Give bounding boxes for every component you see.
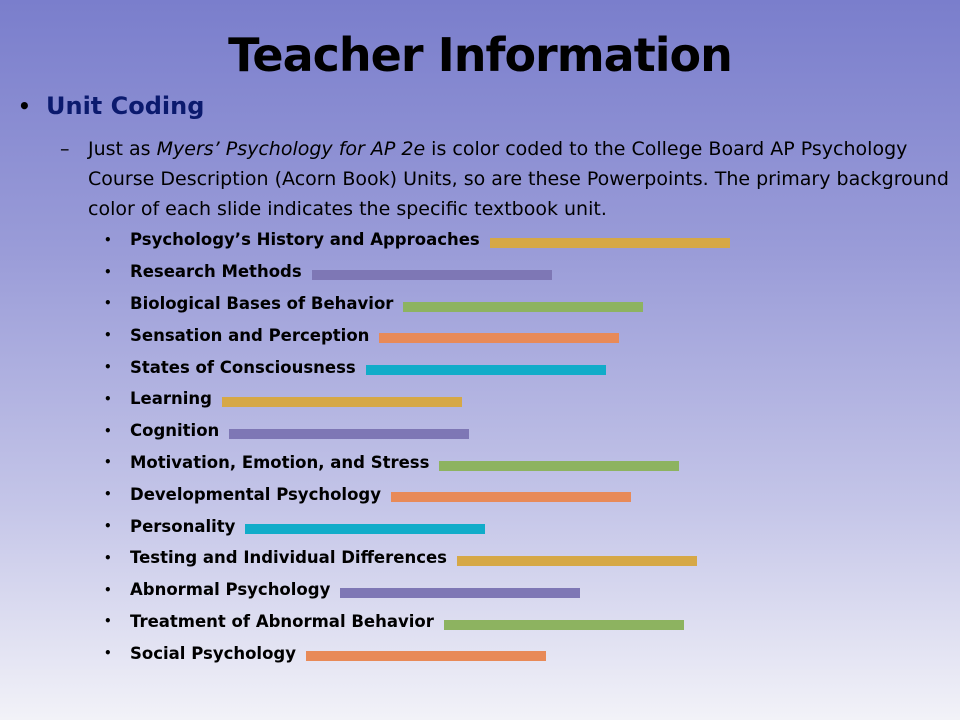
- unit-label: Testing and Individual Differences: [130, 548, 447, 568]
- bullet-icon: •: [104, 328, 112, 343]
- bullet-icon: •: [104, 360, 112, 375]
- bullet-icon: •: [104, 232, 112, 247]
- bullet-icon: •: [18, 94, 31, 118]
- description-prefix: Just as: [88, 138, 157, 160]
- unit-color-bar: [312, 270, 552, 280]
- bullet-icon: •: [104, 519, 112, 534]
- unit-color-bar: [340, 588, 580, 598]
- unit-label: Treatment of Abnormal Behavior: [130, 611, 434, 631]
- description-text: [88, 134, 950, 224]
- unit-color-bar: [366, 365, 606, 375]
- unit-coding-heading: Unit Coding: [46, 92, 205, 120]
- unit-color-bar: [391, 492, 631, 502]
- unit-label: Abnormal Psychology: [130, 580, 331, 600]
- bullet-icon: •: [104, 264, 112, 279]
- unit-label: Research Methods: [130, 262, 302, 282]
- unit-list: [104, 224, 944, 669]
- unit-list-item: [104, 256, 944, 288]
- unit-list-item: [104, 637, 944, 669]
- unit-label: Social Psychology: [130, 643, 296, 663]
- unit-list-item: [104, 415, 944, 447]
- unit-label: Biological Bases of Behavior: [130, 293, 394, 313]
- unit-label: Personality: [130, 516, 236, 536]
- bullet-icon: •: [104, 455, 112, 470]
- unit-color-bar: [222, 397, 462, 407]
- book-title: Myers’ Psychology for AP 2e: [156, 138, 426, 160]
- unit-label: Psychology’s History and Approaches: [130, 230, 480, 250]
- unit-color-bar: [245, 524, 485, 534]
- unit-color-bar: [444, 620, 684, 630]
- unit-color-bar: [403, 302, 643, 312]
- unit-coding-bullet: [18, 92, 204, 120]
- unit-list-item: [104, 288, 944, 320]
- unit-color-bar: [306, 651, 546, 661]
- bullet-icon: •: [104, 487, 112, 502]
- description-paragraph: [60, 134, 950, 224]
- unit-list-item: [104, 574, 944, 606]
- unit-list-item: [104, 542, 944, 574]
- unit-list-item: [104, 606, 944, 638]
- unit-label: Developmental Psychology: [130, 484, 381, 504]
- unit-label: States of Consciousness: [130, 357, 356, 377]
- unit-list-item: [104, 478, 944, 510]
- bullet-icon: •: [104, 391, 112, 406]
- unit-color-bar: [379, 333, 619, 343]
- bullet-icon: •: [104, 550, 112, 565]
- bullet-icon: •: [104, 296, 112, 311]
- unit-list-item: [104, 383, 944, 415]
- bullet-icon: •: [104, 646, 112, 661]
- dash-bullet-icon: –: [60, 138, 70, 160]
- slide-title: Teacher Information: [228, 28, 732, 82]
- unit-list-item: [104, 319, 944, 351]
- unit-list-item: [104, 351, 944, 383]
- description-suffix: is color coded to the College Board AP Psychology Course Description (Acorn Book) Units, so are these Powerpoints. The primary background color of each slide indicates the specific textbook unit.: [88, 138, 949, 220]
- bullet-icon: •: [104, 423, 112, 438]
- unit-label: Sensation and Perception: [130, 325, 370, 345]
- unit-label: Cognition: [130, 421, 220, 441]
- unit-list-item: [104, 510, 944, 542]
- unit-color-bar: [439, 461, 679, 471]
- unit-label: Learning: [130, 389, 212, 409]
- unit-color-bar: [490, 238, 730, 248]
- unit-list-item: [104, 447, 944, 479]
- unit-label: Motivation, Emotion, and Stress: [130, 452, 430, 472]
- bullet-icon: •: [104, 614, 112, 629]
- unit-list-item: [104, 224, 944, 256]
- unit-color-bar: [457, 556, 697, 566]
- unit-color-bar: [229, 429, 469, 439]
- bullet-icon: •: [104, 582, 112, 597]
